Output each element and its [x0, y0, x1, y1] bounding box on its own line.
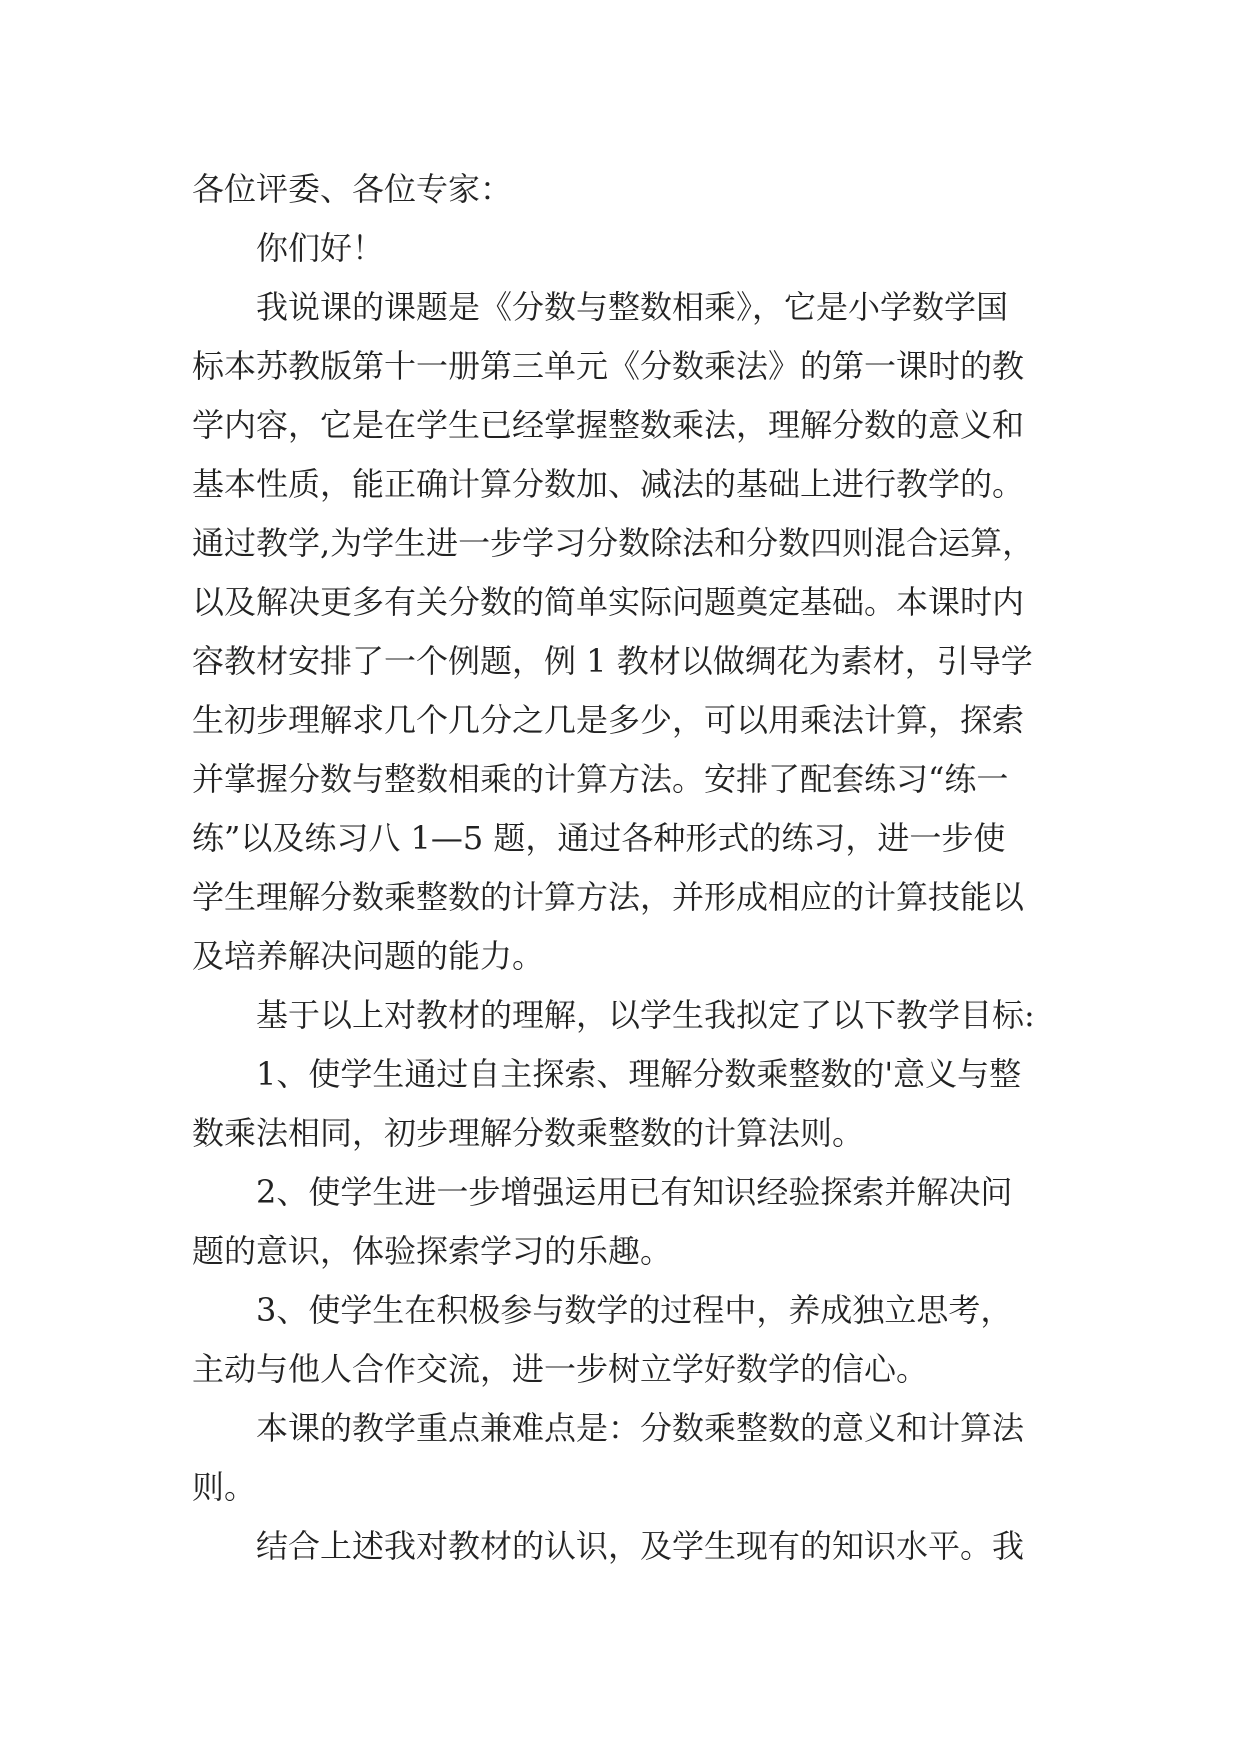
text-line: 通过教学,为学生进一步学习分数除法和分数四则混合运算， — [192, 524, 1035, 562]
text-line: 主动与他人合作交流，进一步树立学好数学的信心。 — [192, 1350, 929, 1388]
text-line: 数乘法相同，初步理解分数乘整数的计算法则。 — [192, 1114, 865, 1152]
text-line: 则。 — [192, 1468, 257, 1506]
text-line: 题的意识，体验探索学习的乐趣。 — [192, 1232, 673, 1270]
text-line: 学内容，它是在学生已经掌握整数乘法，理解分数的意义和 — [192, 406, 1025, 444]
text-line: 结合上述我对教材的认识，及学生现有的知识水平。我 — [256, 1527, 1025, 1565]
text-line: 本课的教学重点兼难点是：分数乘整数的意义和计算法 — [256, 1409, 1025, 1447]
text-line: 基本性质，能正确计算分数加、减法的基础上进行教学的。 — [192, 465, 1025, 503]
text-line: 各位评委、各位专家： — [192, 170, 513, 208]
text-line: 你们好！ — [256, 229, 385, 267]
text-line: 学生理解分数乘整数的计算方法，并形成相应的计算技能以 — [192, 878, 1025, 916]
text-line: 容教材安排了一个例题，例 1 教材以做绸花为素材，引导学 — [192, 642, 1033, 680]
text-line: 及培养解决问题的能力。 — [192, 937, 545, 975]
text-line: 基于以上对教材的理解，以学生我拟定了以下教学目标: — [256, 996, 1035, 1034]
document-body — [192, 160, 1072, 1576]
text-line: 1、使学生通过自主探索、理解分数乘整数的'意义与整 — [256, 1055, 1022, 1093]
text-line: 3、使学生在积极参与数学的过程中，养成独立思考， — [256, 1291, 1013, 1329]
text-line: 2、使学生进一步增强运用已有知识经验探索并解决问 — [256, 1173, 1013, 1211]
text-line: 标本苏教版第十一册第三单元《分数乘法》的第一课时的教 — [192, 347, 1025, 385]
text-line: 我说课的课题是《分数与整数相乘》，它是小学数学国 — [256, 288, 1009, 326]
text-line: 以及解决更多有关分数的简单实际问题奠定基础。本课时内 — [192, 583, 1025, 621]
text-line: 并掌握分数与整数相乘的计算方法。安排了配套练习“练一 — [192, 760, 1009, 798]
text-line: 练”以及练习八 1—5 题，通过各种形式的练习，进一步使 — [192, 819, 1006, 857]
text-line: 生初步理解求几个几分之几是多少，可以用乘法计算，探索 — [192, 701, 1025, 739]
